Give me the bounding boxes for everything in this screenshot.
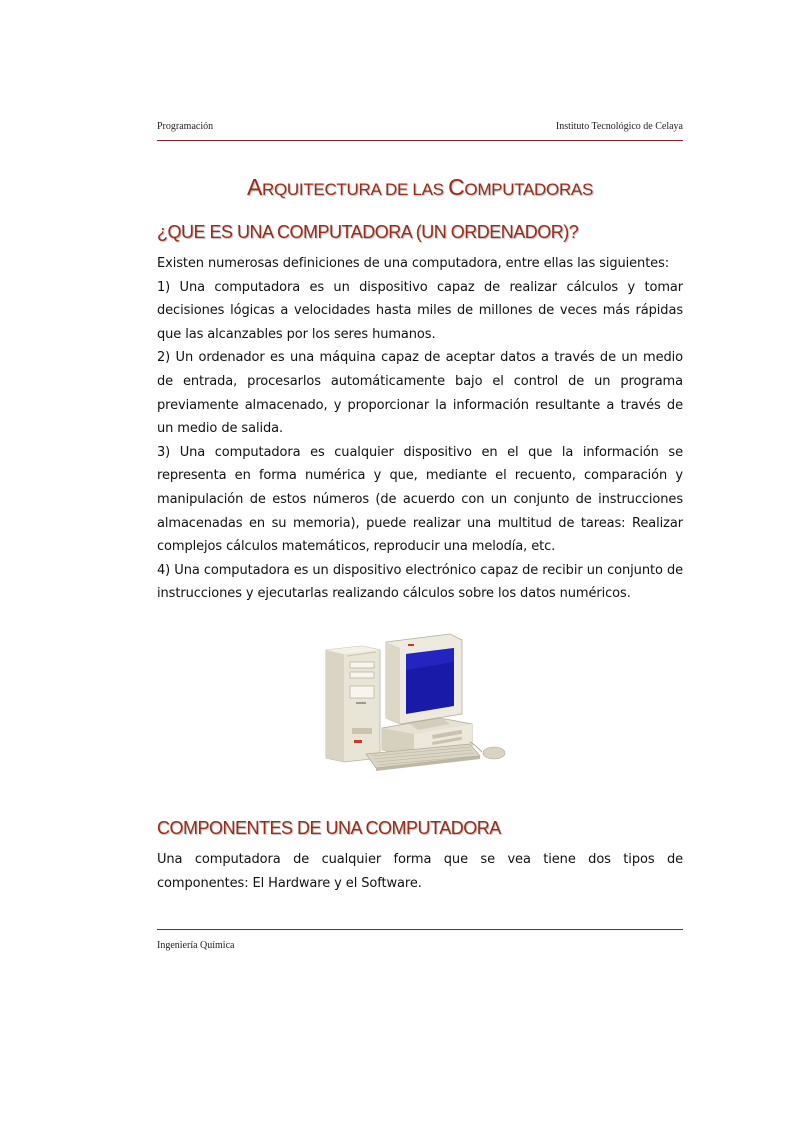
definition-item: 4) Una computadora es un dispositivo electrónico capaz de recibir un conjunto de instrucciones y ejecutarlas realizando cálculos sobre los datos numéricos. <box>157 562 683 602</box>
section-body-definition <box>157 252 683 606</box>
title-cap-c: C <box>448 174 465 201</box>
definition-item: 3) Una computadora es cualquier dispositivo en el que la información se representa en forma numérica y que, mediante el recuento, comparación y manipulación de estos números (de acuerdo con un conjunto de instrucciones almacenadas en su memoria), puede realizar una multitud de tareas: Realizar complejos cálculos matemáticos, reproducir una melodía, etc. <box>157 444 683 555</box>
paragraph-components: Una computadora de cualquier forma que se vea tiene dos tipos de componentes: El Hardware y el Software. <box>157 852 683 891</box>
paragraph-intro: Existen numerosas definiciones de una computadora, entre ellas las siguientes: <box>157 256 670 271</box>
monitor <box>386 634 462 730</box>
section-body-components <box>157 848 683 895</box>
definition-item: 1) Una computadora es un dispositivo capaz de realizar cálculos y tomar decisiones lógicas a velocidades hasta miles de millones de veces más rápidas que las alcanzables por los seres humanos. <box>157 279 683 342</box>
definition-item: 2) Un ordenador es una máquina capaz de aceptar datos a través de un medio de entrada, procesarlos automáticamente bajo el control de un programa previamente almacenado, y proporcionar la información resultante a través de un medio de salida. <box>157 350 683 437</box>
header-course: Programación <box>157 121 214 132</box>
computer-figure <box>322 632 512 774</box>
title-text-1: RQUITECTURA DE LAS <box>262 180 449 200</box>
footer-rule <box>157 929 683 930</box>
header-rule <box>157 140 683 141</box>
running-header <box>157 121 683 135</box>
section-heading-definition: ¿QUE ES UNA COMPUTADORA (UN ORDENADOR)? <box>157 222 579 242</box>
document-title <box>157 174 683 201</box>
footer-department: Ingeniería Química <box>157 940 235 951</box>
section-heading-components: COMPONENTES DE UNA COMPUTADORA <box>157 818 501 838</box>
header-institution: Instituto Tecnológico de Celaya <box>555 121 683 132</box>
title-cap-a: A <box>246 174 263 201</box>
tower-case <box>326 646 380 762</box>
desktop-computer-icon <box>322 632 512 774</box>
title-text-2: OMPUTADORAS <box>464 180 594 200</box>
